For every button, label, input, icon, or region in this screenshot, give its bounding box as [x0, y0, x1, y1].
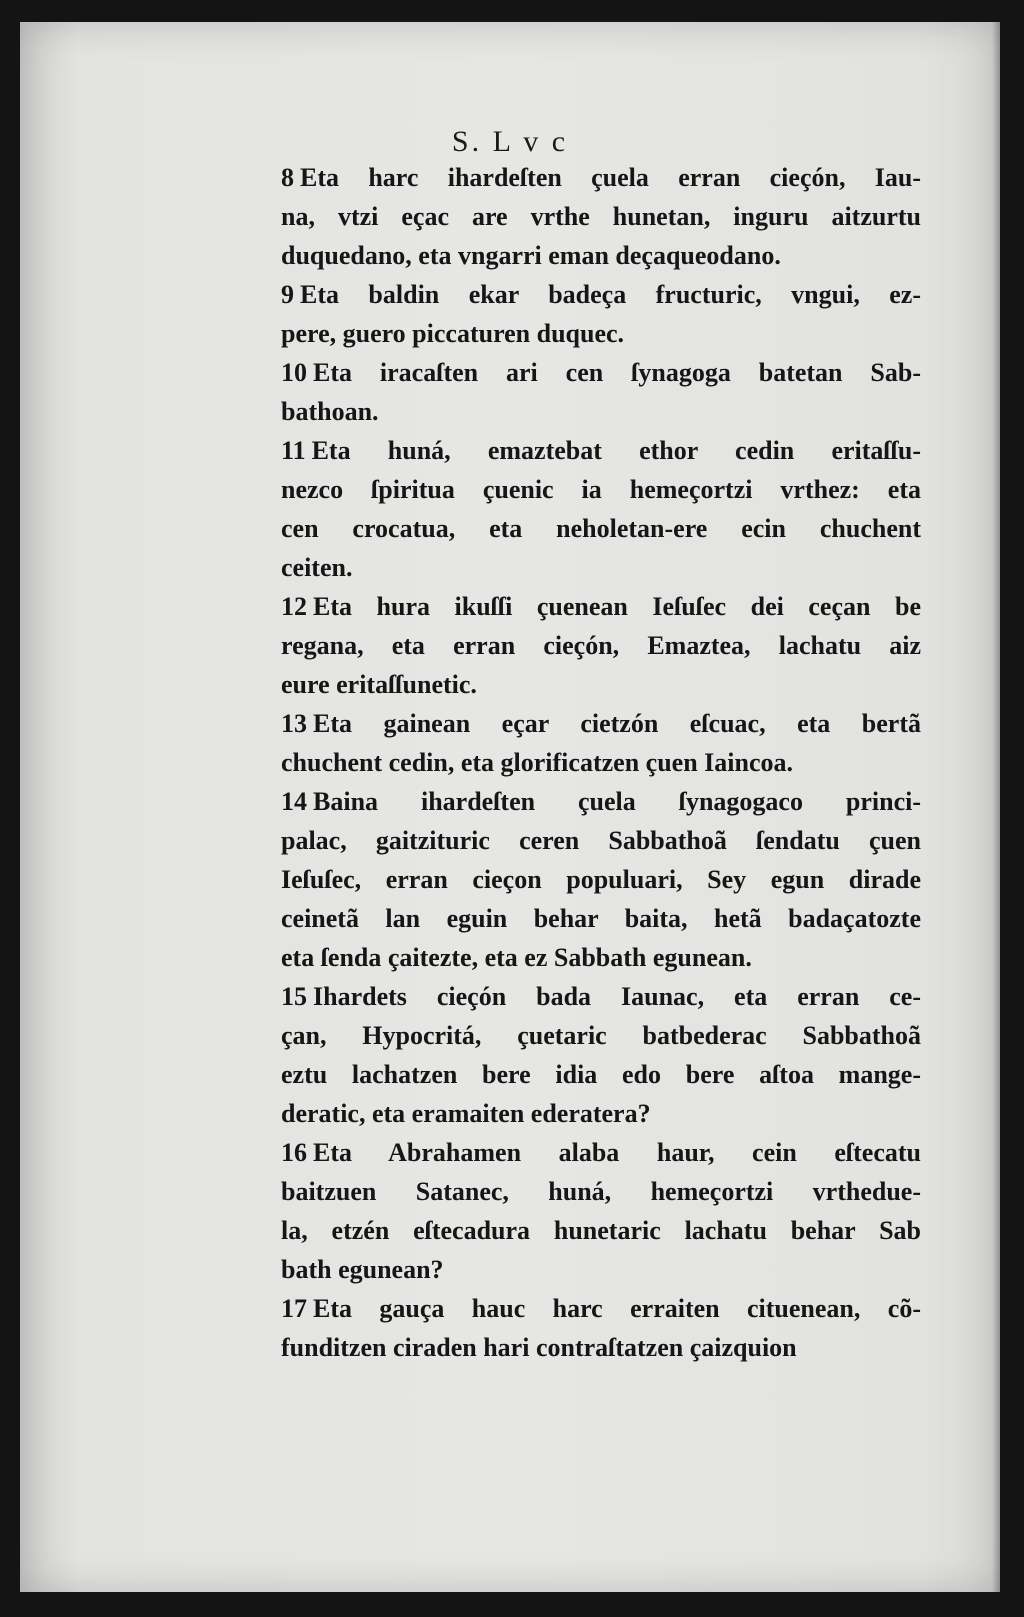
verse-14 [281, 782, 921, 977]
verse-10 [281, 353, 921, 431]
verse-text: la, etzén eſtecadura hunetaric lachatu behar Sab [281, 1216, 921, 1245]
verse-text: çan, Hypocritá, çuetaric batbederac Sabbathoã [281, 1021, 921, 1050]
verse-line [281, 1172, 921, 1211]
verse-number: 15 [281, 982, 307, 1011]
scripture-text [281, 158, 921, 1367]
verse-text: Eta harc ihardeſten çuela erran cieçón, Iau- [300, 163, 921, 192]
verse-text: eure eritaſſunetic. [281, 670, 477, 699]
verse-line [281, 158, 921, 197]
verse-line [281, 665, 921, 704]
verse-text: regana, eta erran cieçón, Emaztea, lachatu aiz [281, 631, 921, 660]
verse-text: Eta Abrahamen alaba haur, cein eſtecatu [313, 1138, 921, 1167]
verse-text: Ihardets cieçón bada Iaunac, eta erran ce- [313, 982, 921, 1011]
verse-text: ceiten. [281, 553, 353, 582]
verse-line [281, 509, 921, 548]
verse-text: nezco ſpiritua çuenic ia hemeçortzi vrthez: eta [281, 475, 921, 504]
verse-text: na, vtzi eçac are vrthe hunetan, inguru aitzurtu [281, 202, 921, 231]
verse-line [281, 977, 921, 1016]
verse-15 [281, 977, 921, 1133]
verse-line [281, 743, 921, 782]
verse-text: funditzen ciraden hari contraſtatzen çaizquion [281, 1333, 797, 1362]
verse-line [281, 1133, 921, 1172]
verse-text: Ieſuſec, erran cieçon populuari, Sey egun dirade [281, 865, 921, 894]
verse-line [281, 392, 921, 431]
verse-number: 14 [281, 787, 307, 816]
verse-text: duquedano, eta vngarri eman deçaqueodano. [281, 241, 781, 270]
verse-text: bath egunean? [281, 1255, 444, 1284]
verse-text: Baina ihardeſten çuela ſynagogaco princi- [313, 787, 921, 816]
verse-text: Eta baldin ekar badeça fructuric, vngui, ez- [300, 280, 921, 309]
verse-number: 12 [281, 592, 307, 621]
verse-line [281, 821, 921, 860]
verse-text: pere, guero piccaturen duquec. [281, 319, 625, 348]
verse-12 [281, 587, 921, 704]
verse-text: cen crocatua, eta neholetan-ere ecin chuchent [281, 514, 921, 543]
verse-text: bathoan. [281, 397, 379, 426]
verse-number: 16 [281, 1138, 307, 1167]
verse-17 [281, 1289, 921, 1367]
verse-text: Eta iracaſten ari cen ſynagoga batetan Sab- [313, 358, 921, 387]
verse-line [281, 938, 921, 977]
verse-line [281, 1328, 921, 1367]
verse-line [281, 1055, 921, 1094]
verse-line [281, 1094, 921, 1133]
verse-text: Eta gainean eçar cietzón eſcuac, eta bertã [313, 709, 921, 738]
verse-line [281, 587, 921, 626]
verse-number: 13 [281, 709, 307, 738]
verse-line [281, 431, 921, 470]
verse-line [281, 782, 921, 821]
verse-number: 11 [281, 436, 306, 465]
verse-line [281, 1250, 921, 1289]
verse-text: Eta huná, emaztebat ethor cedin eritaſſu- [311, 436, 921, 465]
verse-text: palac, gaitzituric ceren Sabbathoã ſendatu çuen [281, 826, 921, 855]
verse-line [281, 1289, 921, 1328]
verse-line [281, 626, 921, 665]
verse-line [281, 548, 921, 587]
verse-text: eta ſenda çaitezte, eta ez Sabbath egunean. [281, 943, 752, 972]
verse-text: baitzuen Satanec, huná, hemeçortzi vrthedue- [281, 1177, 921, 1206]
verse-number: 8 [281, 163, 294, 192]
verse-text: Eta hura ikuſſi çuenean Ieſuſec dei ceçan be [313, 592, 921, 621]
verse-line [281, 1016, 921, 1055]
verse-number: 10 [281, 358, 307, 387]
verse-8 [281, 158, 921, 275]
verse-16 [281, 1133, 921, 1289]
verse-line [281, 470, 921, 509]
verse-13 [281, 704, 921, 782]
running-head: S. L v c [451, 125, 569, 158]
verse-line [281, 197, 921, 236]
verse-line [281, 275, 921, 314]
verse-number: 17 [281, 1294, 307, 1323]
verse-text: eztu lachatzen bere idia edo bere aſtoa mange- [281, 1060, 921, 1089]
verse-line [281, 704, 921, 743]
verse-9 [281, 275, 921, 353]
verse-line [281, 899, 921, 938]
verse-text: ceinetã lan eguin behar baita, hetã badaçatozte [281, 904, 921, 933]
verse-number: 9 [281, 280, 294, 309]
verse-line [281, 860, 921, 899]
verse-text: Eta gauça hauc harc erraiten cituenean, cõ- [313, 1294, 921, 1323]
page-edge-shadow [992, 22, 1000, 1592]
verse-line [281, 314, 921, 353]
verse-text: deratic, eta eramaiten ederatera? [281, 1099, 651, 1128]
verse-line [281, 1211, 921, 1250]
verse-11 [281, 431, 921, 587]
verse-text: chuchent cedin, eta glorificatzen çuen Iaincoa. [281, 748, 793, 777]
verse-line [281, 353, 921, 392]
verse-line [281, 236, 921, 275]
